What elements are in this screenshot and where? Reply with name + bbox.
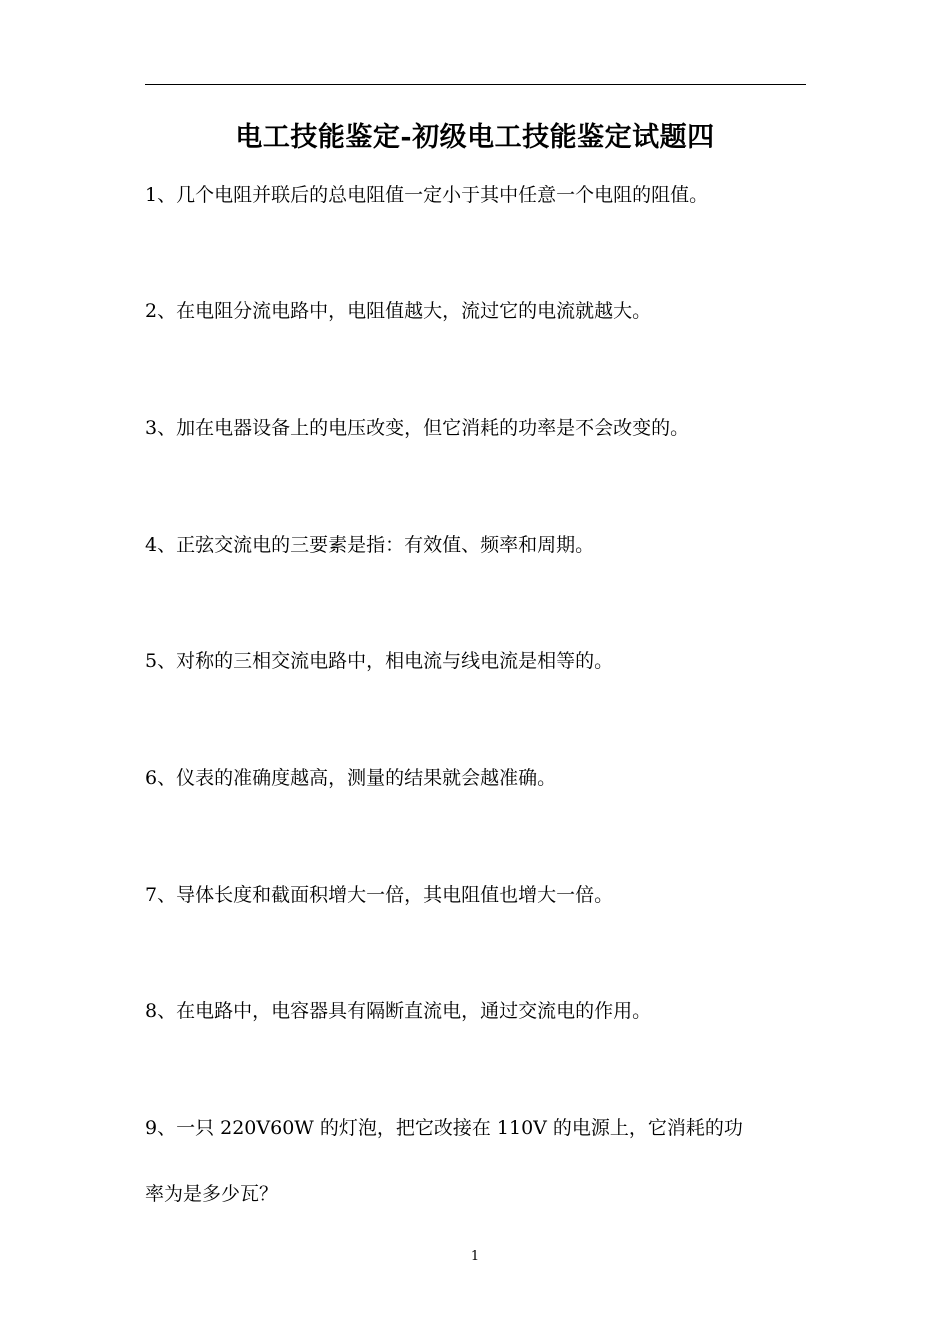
question-6: 6、仪表的准确度越高，测量的结果就会越准确。 [145, 767, 557, 789]
header-rule [145, 84, 806, 85]
page-number: 1 [470, 1249, 480, 1264]
question-2: 2、在电阻分流电路中，电阻值越大，流过它的电流就越大。 [145, 300, 652, 322]
question-8: 8、在电路中，电容器具有隔断直流电，通过交流电的作用。 [145, 1000, 652, 1022]
question-5: 5、对称的三相交流电路中，相电流与线电流是相等的。 [145, 650, 614, 672]
question-4: 4、正弦交流电的三要素是指：有效值、频率和周期。 [145, 534, 595, 556]
question-3: 3、加在电器设备上的电压改变，但它消耗的功率是不会改变的。 [145, 417, 690, 439]
question-9-line-2: 率为是多少瓦？ [145, 1183, 279, 1205]
document-title: 电工技能鉴定-初级电工技能鉴定试题四 [235, 122, 715, 153]
question-9-line-1: 9、一只 220V60W 的灯泡，把它改接在 110V 的电源上，它消耗的功 [145, 1117, 743, 1139]
question-7: 7、导体长度和截面积增大一倍，其电阻值也增大一倍。 [145, 884, 614, 906]
question-1: 1、几个电阻并联后的总电阻值一定小于其中任意一个电阻的阻值。 [145, 184, 709, 206]
